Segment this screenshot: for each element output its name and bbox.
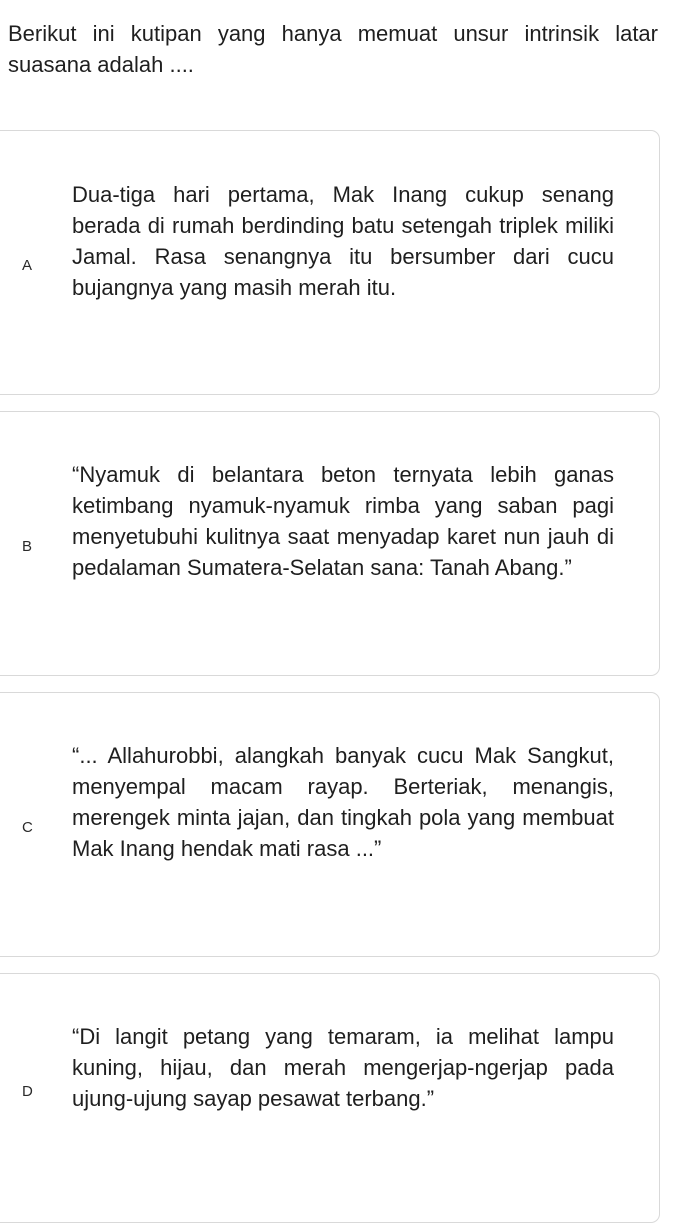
option-d-letter: D bbox=[22, 1083, 33, 1100]
option-c-text: “... Allahurobbi, alangkah banyak cucu Mak Sangkut, menyempal macam rayap. Berteriak, menangis, merengek minta jajan, dan tingkah pola yang membuat Mak Inang hendak mati rasa ...” bbox=[72, 743, 614, 861]
option-b-card[interactable] bbox=[0, 411, 660, 676]
option-c-letter: C bbox=[22, 819, 33, 836]
option-d-card[interactable] bbox=[0, 973, 660, 1223]
option-b-text: “Nyamuk di belantara beton ternyata lebih ganas ketimbang nyamuk-nyamuk rimba yang saban pagi menyetubuhi kulitnya saat menyadap karet nun jauh di pedalaman Sumatera-Selatan sana: Tanah Abang.” bbox=[72, 462, 614, 580]
option-a-text: Dua-tiga hari pertama, Mak Inang cukup senang berada di rumah berdinding batu setengah triplek miliki Jamal. Rasa senangnya itu bersumber dari cucu bujangnya yang masih merah itu. bbox=[72, 182, 614, 300]
option-a-letter: A bbox=[22, 257, 33, 274]
option-b-letter: B bbox=[22, 538, 33, 555]
option-c-card[interactable] bbox=[0, 692, 660, 957]
option-a-card[interactable] bbox=[0, 130, 660, 395]
question-text: Berikut ini kutipan yang hanya memuat unsur intrinsik latar suasana adalah .... bbox=[8, 21, 658, 77]
option-d-text: “Di langit petang yang temaram, ia melihat lampu kuning, hijau, dan merah mengerjap-ngerjap pada ujung-ujung sayap pesawat terbang.” bbox=[72, 1024, 614, 1111]
